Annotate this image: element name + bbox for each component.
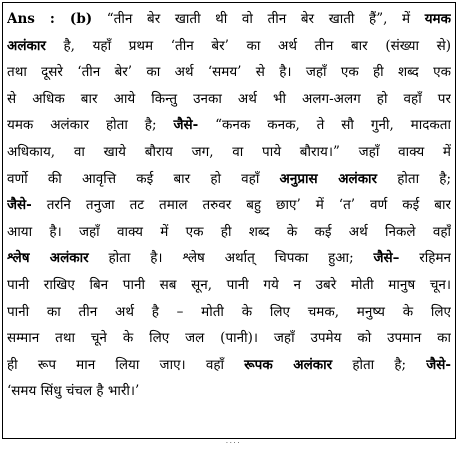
emphasis-text: अनुप्रास अलंकार xyxy=(279,170,378,187)
body-text: यमक अलंकार होता है; xyxy=(7,117,174,134)
answer-line-10 xyxy=(7,245,451,272)
body-text: आया है। जहाँ वाक्य में एक ही शब्द के कई अर्थ निकले वहाँ xyxy=(7,223,451,240)
body-text: होता है; xyxy=(332,356,427,373)
body-text: से अधिक बार आये किन्तु उनका अर्थ भी अलग-अलग हो वहाँ पर xyxy=(7,90,451,107)
body-text: वर्णो की आवृत्ति कई बार हो वहाँ xyxy=(7,170,280,187)
answer-line-text xyxy=(107,11,451,27)
body-text: “तीन बेर खाती थी वो तीन बेर खाती हैं”, में xyxy=(106,11,425,27)
answer-line-text xyxy=(7,144,451,160)
body-text: पानी राखिए बिन पानी सब सून, पानी गये न उबरे मोती मानुष चून। xyxy=(7,276,451,293)
emphasis-text: यमक xyxy=(424,11,451,27)
body-text: “कनक कनक, ते सौ गुनी, मादकता xyxy=(198,117,451,134)
body-text: होता है। श्लेष अर्थात् चिपका हुआ; xyxy=(88,250,374,267)
answer-line-text xyxy=(7,91,451,107)
answer-line-text xyxy=(7,64,451,80)
answer-box xyxy=(2,2,456,439)
answer-line-text xyxy=(7,197,451,213)
answer-line-5 xyxy=(7,112,451,139)
footer-marks: · · · · xyxy=(226,440,240,447)
answer-line-text xyxy=(7,117,451,133)
emphasis-text: जैसे- xyxy=(173,117,199,134)
emphasis-text: जैसे– xyxy=(373,250,400,267)
answer-line-text xyxy=(7,330,451,346)
answer-line-text xyxy=(7,171,451,187)
body-text: ‘समय सिंधु चंचल है भारी।’ xyxy=(7,383,140,400)
body-text: तथा दूसरे ‘तीन बेर’ का अर्थ ‘समय’ से है। जहाँ एक ही शब्द एक xyxy=(7,64,451,81)
answer-line-text xyxy=(7,224,451,240)
answer-line-2 xyxy=(7,33,451,60)
body-text: सम्मान तथा चूने के लिए जल (पानी)। जहाँ उपमेय को उपमान का xyxy=(7,330,451,347)
answer-line-3 xyxy=(7,59,451,86)
answer-line-7 xyxy=(7,166,451,193)
answer-line-text xyxy=(7,250,451,266)
body-text: पानी का तीन अर्थ है – मोती के लिए चमक, मनुष्य के लिए xyxy=(7,303,451,320)
body-text: होता है; xyxy=(377,170,451,187)
answer-line-text xyxy=(7,277,451,293)
answer-line-13 xyxy=(7,325,451,352)
answer-line-6 xyxy=(7,139,451,166)
answer-line-1 xyxy=(7,6,451,33)
answer-line-14 xyxy=(7,352,451,379)
body-text: ही रूप मान लिया जाए। वहाँ xyxy=(7,356,245,373)
emphasis-text: जैसे- xyxy=(426,356,451,373)
body-text: अधिकाय, वा खाये बौराय जग, वा पाये बौराय।” जहाँ वाक्य में xyxy=(7,143,451,160)
answer-line-text xyxy=(7,304,451,320)
emphasis-text: रूपक अलंकार xyxy=(244,356,333,373)
answer-line-12 xyxy=(7,299,451,326)
emphasis-text: अलंकार xyxy=(7,37,46,54)
body-text: तरनि तनुजा तट तमाल तरुवर बहु छाए’ में ‘त’ वर्ण कई बार xyxy=(31,197,451,214)
answer-line-text xyxy=(7,357,451,373)
answer-line-11 xyxy=(7,272,451,299)
answer-line-text xyxy=(7,383,139,399)
answer-line-8 xyxy=(7,192,451,219)
answer-line-9 xyxy=(7,219,451,246)
answer-line-text xyxy=(7,38,451,54)
body-text: रहिमन xyxy=(399,250,451,267)
emphasis-text: श्लेष अलंकार xyxy=(7,250,89,267)
answer-line-4 xyxy=(7,86,451,113)
answer-line-15 xyxy=(7,378,451,405)
body-text: है, यहाँ प्रथम ‘तीन बेर’ का अर्थ तीन बार (संख्या से) xyxy=(45,37,451,54)
answer-label: Ans : (b) xyxy=(7,11,93,27)
emphasis-text: जैसे- xyxy=(7,197,32,214)
